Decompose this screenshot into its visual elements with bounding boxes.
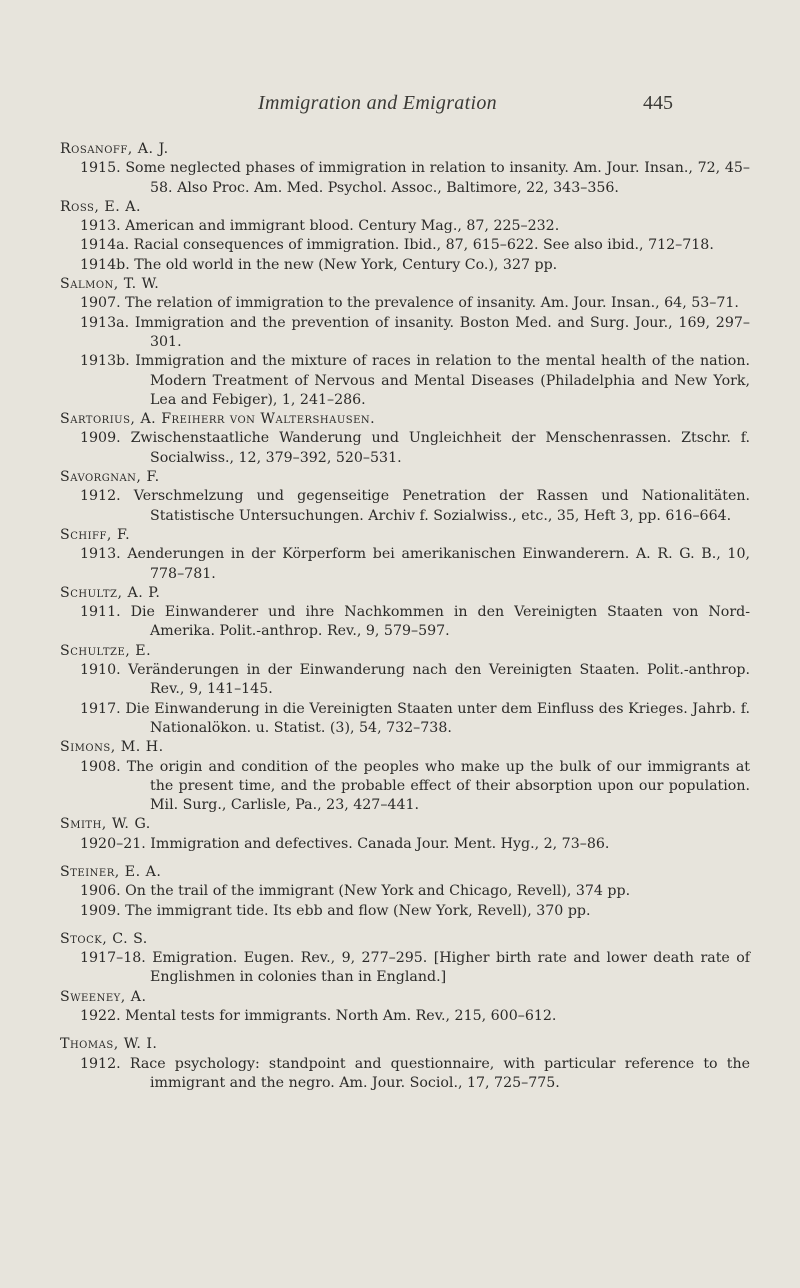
work-citation [60,294,750,313]
author-name-text: Thomas, W. I. [60,1036,158,1053]
bibliography-entry [60,584,750,642]
work-citation [60,314,750,353]
author-name [60,815,750,834]
author-name [60,1035,750,1054]
work-citation [60,487,750,526]
work-citation [60,352,750,410]
bibliography-entry [60,815,750,854]
work-citation [60,661,750,700]
bibliography-entry [60,468,750,526]
work-text: Racial consequences of immigration. Ibid., 87, 615–622. See also ibid., 712–718. [133,237,714,254]
author-name [60,410,750,429]
author-name [60,140,750,159]
work-text: The origin and condition of the peoples who make up the bulk of our immigrants at the present time, and the probable effect of their absorption upon our population. Mil. Surg., Carlisle, Pa., 23, 427–441. [126,758,750,814]
author-name-text: Stock, C. S. [60,930,148,947]
work-text: Die Einwanderung in die Vereinigten Staaten unter dem Einfluss des Krieges. Jahrb. f. Nationalökon. u. Statist. (3), 54, 732–738. [125,700,751,736]
bibliography-entry [60,863,750,921]
work-text: Mental tests for immigrants. North Am. Rev., 215, 600–612. [125,1008,557,1025]
author-name-text: Savorgnan, F. [60,469,160,486]
work-citation [60,236,750,255]
author-name [60,863,750,882]
bibliography-entry [60,930,750,988]
work-text: Immigration and the prevention of insanity. Boston Med. and Surg. Jour., 169, 297–301. [134,314,750,350]
work-year: 1913a. [80,314,130,331]
work-citation [60,700,750,739]
work-citation [60,217,750,236]
work-year: 1914b. [80,256,130,273]
work-citation [60,758,750,816]
author-name [60,468,750,487]
work-text: Immigration and the mixture of races in relation to the mental health of the nation. Modern Treatment of Nervous and Mental Diseases (Philadelphia and New York, Lea and Febiger), 1, 241–286. [135,353,750,408]
work-text: American and immigrant blood. Century Mag., 87, 225–232. [125,218,560,235]
author-name-text: Steiner, E. A. [60,863,162,880]
bibliography-entry [60,275,750,410]
author-name-text: Smith, W. G. [60,816,151,833]
work-year: 1913. [80,218,121,235]
work-citation [60,882,750,901]
author-name-text: Schiff, F. [60,526,131,543]
work-citation [60,256,750,275]
work-year: 1909. [80,902,121,919]
author-name [60,584,750,603]
bibliography-list [60,140,750,1093]
work-citation [60,949,750,988]
bibliography-entry [60,1035,750,1093]
author-name [60,275,750,294]
work-text: On the trail of the immigrant (New York and Chicago, Revell), 374 pp. [125,883,631,900]
work-citation [60,429,750,468]
bibliography-entry [60,198,750,275]
running-head [0,92,800,122]
author-name [60,988,750,1007]
work-year: 1913b. [80,353,130,370]
work-citation [60,835,750,854]
author-name-text: Salmon, T. W. [60,276,160,293]
work-year: 1908. [80,758,121,775]
author-name-text: Sweeney, A. [60,988,147,1005]
work-year: 1914a. [80,237,130,254]
author-name [60,198,750,217]
work-text: The relation of immigration to the prevalence of insanity. Am. Jour. Insan., 64, 53–71. [125,295,739,312]
work-text: The immigrant tide. Its ebb and flow (New York, Revell), 370 pp. [125,902,591,919]
work-year: 1922. [80,1008,121,1025]
work-text: Some neglected phases of immigration in relation to insanity. Am. Jour. Insan., 72, 45–58. Also Proc. Am. Med. Psychol. Assoc., Baltimore, 22, 343–356. [125,160,750,196]
work-text: Aenderungen in der Körperform bei amerikanischen Einwanderern. A. R. G. B., 10, 778–781. [127,546,750,582]
work-citation [60,1055,750,1094]
bibliography-entry [60,988,750,1027]
work-year: 1909. [80,430,121,447]
author-name [60,930,750,949]
work-citation [60,902,750,921]
work-year: 1907. [80,295,121,312]
work-year: 1912. [80,488,121,505]
work-text: Veränderungen in der Einwanderung nach den Vereinigten Staaten. Polit.-anthrop. Rev., 9, 141–145. [128,662,750,698]
work-text: Die Einwanderer und ihre Nachkommen in den Vereinigten Staaten von Nord-Amerika. Polit.-anthrop. Rev., 9, 579–597. [130,604,751,640]
author-name-text: Simons, M. H. [60,739,164,756]
bibliography-entry [60,738,750,815]
bibliography-entry [60,642,750,738]
work-citation [60,1007,750,1026]
work-year: 1913. [80,546,121,563]
work-year: 1912. [80,1055,121,1072]
author-name [60,738,750,757]
work-year: 1917–18. [80,950,146,967]
work-text: Zwischenstaatliche Wanderung und Ungleichheit der Menschenrassen. Ztschr. f. Socialwiss., 12, 379–392, 520–531. [130,430,751,466]
author-name-text: Rosanoff, A. J. [60,141,169,157]
bibliography-entry [60,410,750,468]
work-year: 1911. [80,604,121,621]
author-name-text: Schultze, E. [60,642,152,659]
work-year: 1917. [80,700,121,717]
work-text: Verschmelzung und gegenseitige Penetration der Rassen und Nationalitäten. Statistische Untersuchungen. Archiv f. Sozialwiss., etc., 35, Heft 3, pp. 616–664. [133,488,750,524]
work-text: Race psychology: standpoint and questionnaire, with particular reference to the immigrant and the negro. Am. Jour. Sociol., 17, 725–775. [129,1055,751,1091]
work-citation [60,603,750,642]
work-year: 1920–21. [80,835,146,852]
page-number: 445 [643,92,673,114]
author-name [60,526,750,545]
work-year: 1910. [80,662,121,679]
work-citation [60,159,750,198]
bibliography-entry [60,140,750,198]
work-text: Immigration and defectives. Canada Jour. Ment. Hyg., 2, 73–86. [150,835,610,852]
work-citation [60,545,750,584]
bibliography-entry [60,526,750,584]
work-year: 1906. [80,883,121,900]
work-year: 1915. [80,160,121,177]
author-name-text: Ross, E. A. [60,198,142,215]
author-name [60,642,750,661]
author-name-text: Schultz, A. P. [60,584,161,601]
running-head-title: Immigration and Emigration [258,92,497,114]
work-text: The old world in the new (New York, Century Co.), 327 pp. [134,256,558,273]
work-text: Emigration. Eugen. Rev., 9, 277–295. [Higher birth rate and lower death rate of Englishmen in colonies than in England.] [150,950,750,986]
author-name-text: Sartorius, A. Freiherr von Waltershausen. [60,411,376,428]
